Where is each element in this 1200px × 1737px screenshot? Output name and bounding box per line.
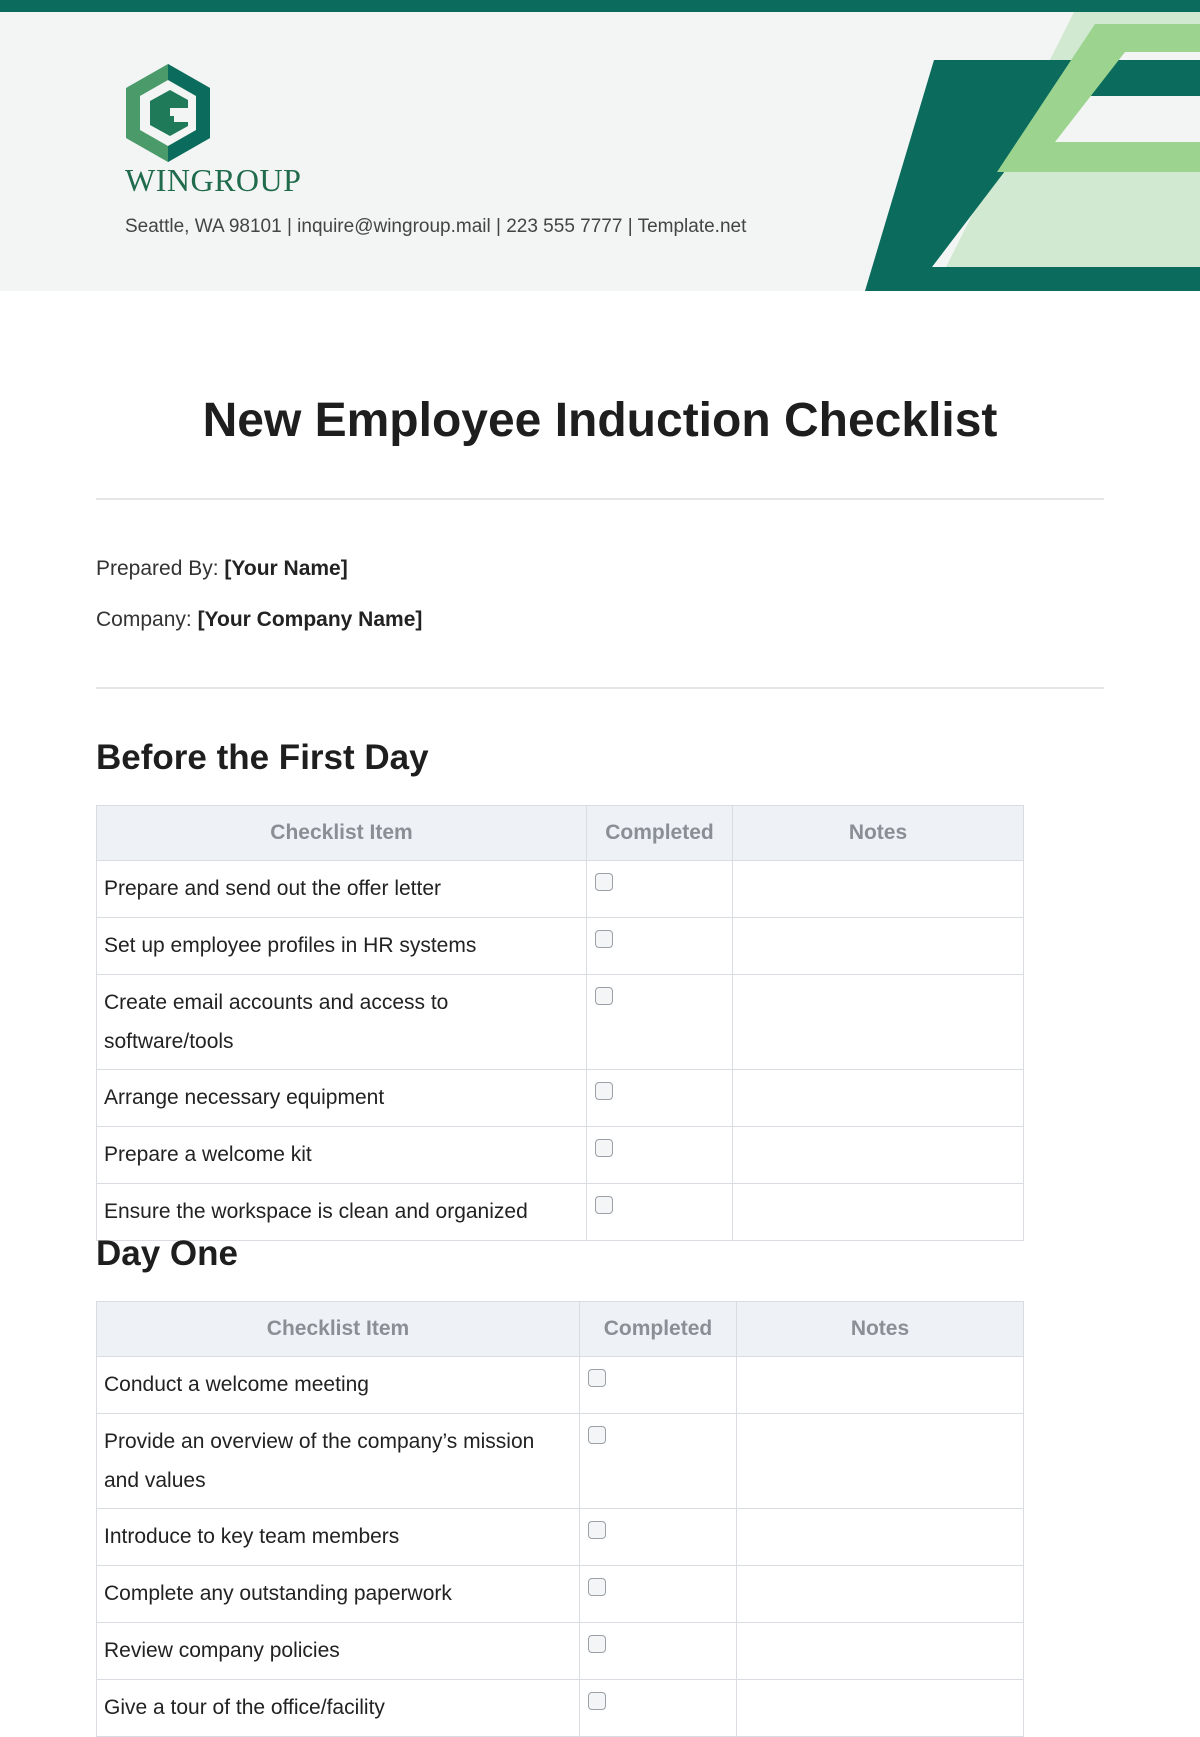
table-row [97, 1623, 1024, 1680]
checklist-item: Conduct a welcome meeting [97, 1357, 580, 1414]
table-header-row [97, 806, 1024, 861]
checklist-item: Create email accounts and access to software/tools [97, 975, 587, 1070]
completed-checkbox[interactable] [595, 930, 613, 948]
section-title-before-first-day: Before the First Day [96, 738, 429, 777]
contact-line: Seattle, WA 98101 | inquire@wingroup.mail | 223 555 7777 | Template.net [125, 216, 747, 237]
completed-cell [580, 1623, 737, 1680]
completed-cell [587, 975, 733, 1070]
completed-cell [580, 1414, 737, 1509]
checklist-table-day-one [96, 1301, 1024, 1737]
notes-cell[interactable] [733, 918, 1024, 975]
table-row [97, 1357, 1024, 1414]
page-title: New Employee Induction Checklist [202, 394, 998, 447]
completed-cell [587, 861, 733, 918]
completed-checkbox[interactable] [588, 1521, 606, 1539]
checklist-item: Prepare and send out the offer letter [97, 861, 587, 918]
column-header-item: Checklist Item [97, 806, 587, 861]
completed-checkbox[interactable] [588, 1369, 606, 1387]
company-label: Company: [96, 608, 192, 631]
table-row [97, 861, 1024, 918]
column-header-completed: Completed [587, 806, 733, 861]
notes-cell[interactable] [737, 1509, 1024, 1566]
checklist-table-before-first-day [96, 805, 1024, 1241]
column-header-completed: Completed [580, 1302, 737, 1357]
column-header-notes: Notes [737, 1302, 1024, 1357]
table-row [97, 1184, 1024, 1241]
completed-checkbox[interactable] [588, 1692, 606, 1710]
completed-cell [587, 1127, 733, 1184]
letterhead [0, 12, 1200, 291]
checklist-item: Introduce to key team members [97, 1509, 580, 1566]
completed-cell [580, 1357, 737, 1414]
table-row [97, 975, 1024, 1070]
completed-checkbox[interactable] [595, 1196, 613, 1214]
notes-cell[interactable] [733, 1070, 1024, 1127]
brand-name: WINGROUP [125, 162, 302, 198]
notes-cell[interactable] [737, 1414, 1024, 1509]
prepared-by [96, 557, 348, 581]
completed-checkbox[interactable] [588, 1635, 606, 1653]
notes-cell[interactable] [737, 1680, 1024, 1737]
table-row [97, 1414, 1024, 1509]
checklist-item: Prepare a welcome kit [97, 1127, 587, 1184]
prepared-by-value: [Your Name] [224, 557, 348, 580]
completed-checkbox[interactable] [588, 1578, 606, 1596]
checklist-item: Provide an overview of the company’s mission and values [97, 1414, 580, 1509]
notes-cell[interactable] [737, 1357, 1024, 1414]
company-value: [Your Company Name] [197, 608, 423, 631]
divider [96, 498, 1104, 500]
divider [96, 687, 1104, 689]
completed-cell [587, 1070, 733, 1127]
column-header-notes: Notes [733, 806, 1024, 861]
wingroup-logo-icon [118, 60, 218, 178]
checklist-item: Give a tour of the office/facility [97, 1680, 580, 1737]
top-accent-bar [0, 0, 1200, 12]
completed-cell [580, 1566, 737, 1623]
notes-cell[interactable] [733, 861, 1024, 918]
checklist-item: Ensure the workspace is clean and organized [97, 1184, 587, 1241]
completed-checkbox[interactable] [595, 873, 613, 891]
table-row [97, 1070, 1024, 1127]
completed-checkbox[interactable] [595, 987, 613, 1005]
checklist-item: Review company policies [97, 1623, 580, 1680]
prepared-by-label: Prepared By: [96, 557, 219, 580]
column-header-item: Checklist Item [97, 1302, 580, 1357]
checklist-item: Complete any outstanding paperwork [97, 1566, 580, 1623]
table-row [97, 1127, 1024, 1184]
completed-checkbox[interactable] [595, 1139, 613, 1157]
notes-cell[interactable] [733, 975, 1024, 1070]
table-row [97, 918, 1024, 975]
completed-checkbox[interactable] [588, 1426, 606, 1444]
notes-cell[interactable] [737, 1623, 1024, 1680]
completed-cell [580, 1680, 737, 1737]
completed-checkbox[interactable] [595, 1082, 613, 1100]
notes-cell[interactable] [737, 1566, 1024, 1623]
notes-cell[interactable] [733, 1184, 1024, 1241]
notes-cell[interactable] [733, 1127, 1024, 1184]
table-row [97, 1566, 1024, 1623]
checklist-item: Set up employee profiles in HR systems [97, 918, 587, 975]
table-row [97, 1680, 1024, 1737]
completed-cell [587, 1184, 733, 1241]
completed-cell [587, 918, 733, 975]
company [96, 608, 422, 632]
table-row [97, 1509, 1024, 1566]
completed-cell [580, 1509, 737, 1566]
table-header-row [97, 1302, 1024, 1357]
section-title-day-one: Day One [96, 1234, 238, 1273]
checklist-item: Arrange necessary equipment [97, 1070, 587, 1127]
